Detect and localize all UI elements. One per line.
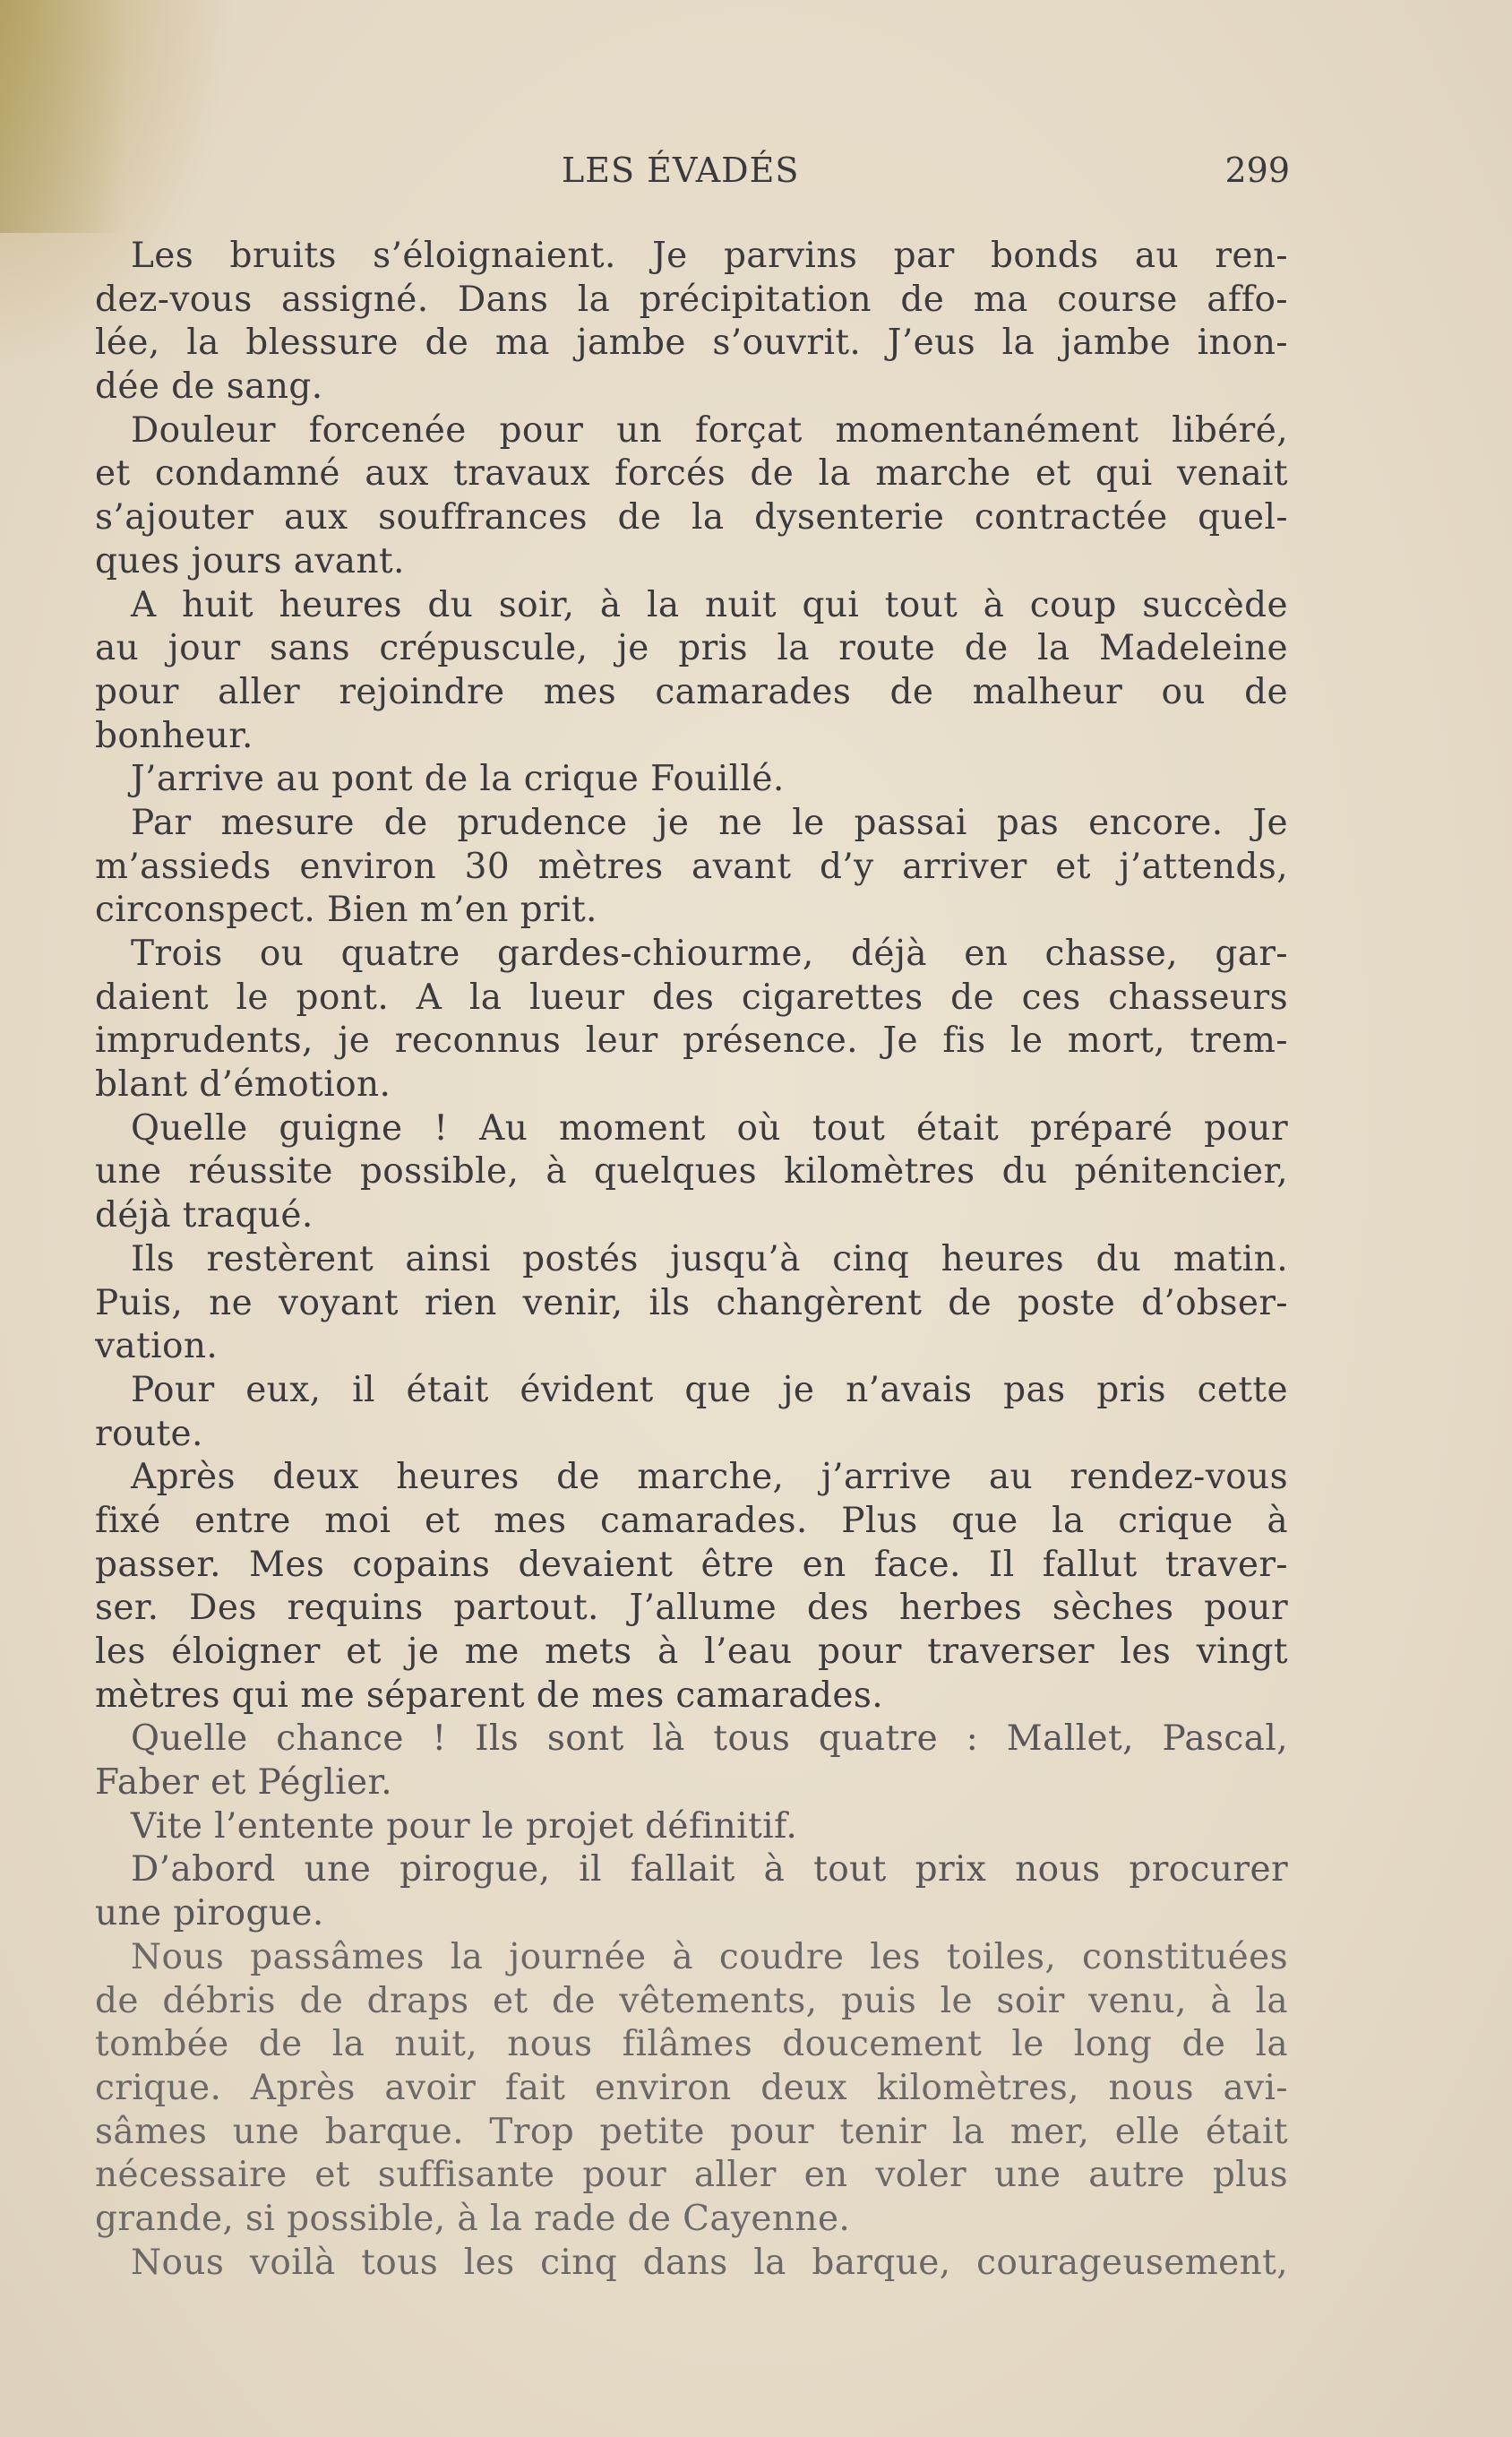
text-line: s’ajouter aux souffrances de la dysenterie contractée quel-: [95, 497, 1288, 538]
body-text: [95, 235, 1288, 2285]
text-line: et condamné aux travaux forcés de la marche et qui venait: [95, 453, 1288, 495]
text-line: Faber et Péglier.: [95, 1762, 393, 1804]
text-line: au jour sans crépuscule, je pris la route de la Madeleine: [95, 628, 1288, 669]
text-line: Ils restèrent ainsi postés jusqu’à cinq heures du matin.: [131, 1238, 1288, 1279]
text-line: Nous voilà tous les cinq dans la barque, courageusement,: [131, 2242, 1288, 2283]
page-number: 299: [1224, 151, 1290, 190]
text-line: grande, si possible, à la rade de Cayenne.: [95, 2198, 851, 2239]
text-line: une réussite possible, à quelques kilomètres du pénitencier,: [95, 1151, 1288, 1193]
text-line: les éloigner et je me mets à l’eau pour traverser les vingt: [95, 1632, 1288, 1672]
text-line: J’arrive au pont de la crique Fouillé.: [131, 759, 785, 800]
text-line: blant d’émotion.: [95, 1064, 391, 1106]
text-line: Nous passâmes la journée à coudre les toiles, constituées: [131, 1936, 1288, 1977]
text-line: route.: [95, 1413, 203, 1454]
text-line: Trois ou quatre gardes-chiourme, déjà en chasse, gar-: [131, 934, 1288, 974]
running-head: LES ÉVADÉS: [562, 151, 800, 190]
text-line: Quelle chance ! Ils sont là tous quatre : Mallet, Pascal,: [131, 1718, 1288, 1760]
text-line: imprudents, je reconnus leur présence. Je fis le mort, trem-: [95, 1020, 1288, 1062]
text-line: sâmes une barque. Trop petite pour tenir la mer, elle était: [95, 2111, 1288, 2152]
text-line: ser. Des requins partout. J’allume des herbes sèches pour: [95, 1588, 1288, 1629]
text-line: déjà traqué.: [95, 1195, 314, 1236]
text-line: Quelle guigne ! Au moment où tout était préparé pour: [131, 1107, 1288, 1149]
text-line: mètres qui me séparent de mes camarades.: [95, 1675, 884, 1716]
text-line: lée, la blessure de ma jambe s’ouvrit. J’eus la jambe inon-: [95, 323, 1288, 364]
text-line: Par mesure de prudence je ne le passai pas encore. Je: [131, 802, 1288, 843]
text-line: crique. Après avoir fait environ deux kilomètres, nous avi-: [95, 2067, 1288, 2108]
text-line: bonheur.: [95, 715, 253, 756]
text-line: circonspect. Bien m’en prit.: [95, 890, 597, 931]
text-line: pour aller rejoindre mes camarades de malheur ou de: [95, 671, 1288, 712]
text-line: Après deux heures de marche, j’arrive au rendez-vous: [131, 1457, 1288, 1498]
text-line: m’assieds environ 30 mètres avant d’y arriver et j’attends,: [95, 846, 1288, 887]
text-line: Les bruits s’éloignaient. Je parvins par bonds au ren-: [131, 236, 1288, 276]
text-line: Vite l’entente pour le projet définitif.: [131, 1805, 798, 1847]
text-line: D’abord une pirogue, il fallait à tout prix nous procurer: [131, 1849, 1288, 1890]
text-line: Puis, ne voyant rien venir, ils changèrent de poste d’obser-: [95, 1282, 1288, 1323]
text-line: de débris de draps et de vêtements, puis le soir venu, à la: [95, 1980, 1288, 2021]
text-line: Douleur forcenée pour un forçat momentanément libéré,: [131, 409, 1288, 451]
text-line: passer. Mes copains devaient être en face. Il fallut traver-: [95, 1544, 1288, 1585]
text-line: vation.: [95, 1326, 219, 1367]
text-line: fixé entre moi et mes camarades. Plus que la crique à: [95, 1500, 1288, 1541]
text-line: dez-vous assigné. Dans la précipitation de ma course affo-: [95, 279, 1288, 320]
paper-stain: [0, 0, 125, 233]
text-line: Pour eux, il était évident que je n’avais pas pris cette: [131, 1369, 1288, 1410]
text-line: dée de sang.: [95, 366, 323, 408]
text-line: tombée de la nuit, nous filâmes doucement le long de la: [95, 2024, 1288, 2065]
text-line: A huit heures du soir, à la nuit qui tout à coup succède: [131, 584, 1288, 625]
text-line: daient le pont. A la lueur des cigarettes de ces chasseurs: [95, 977, 1288, 1018]
text-line: ques jours avant.: [95, 540, 405, 581]
text-line: nécessaire et suffisante pour aller en voler une autre plus: [95, 2155, 1288, 2196]
text-line: une pirogue.: [95, 1893, 324, 1934]
